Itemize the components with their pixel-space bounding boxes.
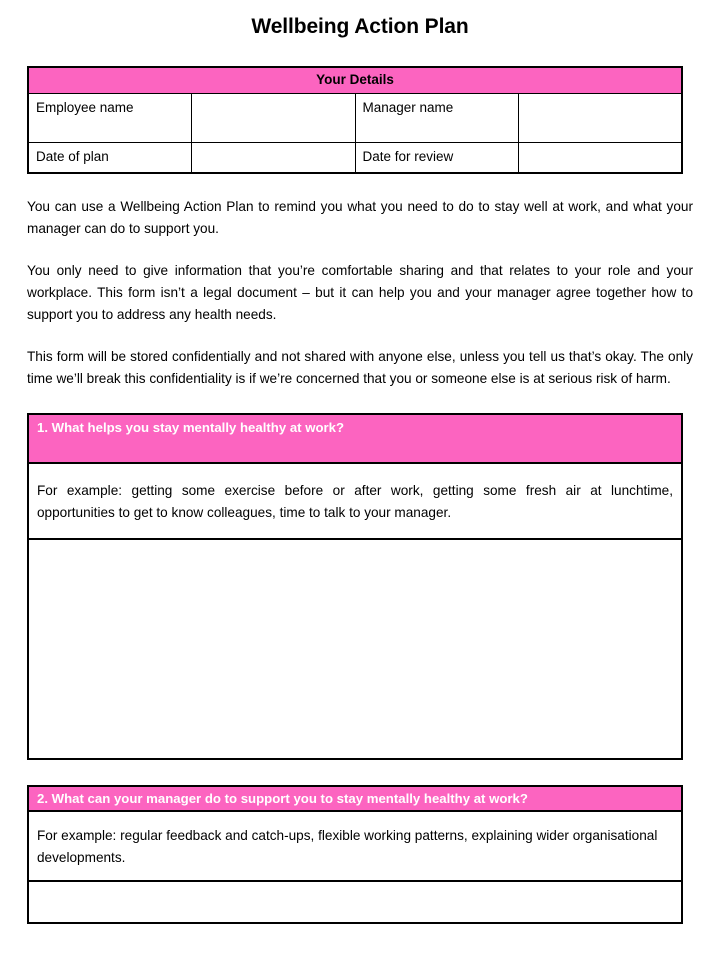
question-1-heading: 1. What helps you stay mentally healthy at work? <box>29 415 681 462</box>
employee-name-field[interactable] <box>192 94 356 143</box>
question-section-1 <box>27 413 683 760</box>
manager-name-field[interactable] <box>519 94 683 143</box>
question-2-example-text: For example: regular feedback and catch-ups, flexible working patterns, explaining wider organisational developments. <box>29 810 681 880</box>
page-title: Wellbeing Action Plan <box>251 15 469 38</box>
table-row <box>28 143 682 174</box>
table-header-row <box>28 67 682 93</box>
date-of-plan-field[interactable] <box>192 143 356 174</box>
intro-paragraph-2: You only need to give information that you’re comfortable sharing and that relates to your role and your workplace. This form isn’t a legal document – but it can help you and your manager agree together how to support you to address any health needs. <box>27 263 693 323</box>
question-1-answer-field[interactable] <box>29 538 681 758</box>
date-for-review-label: Date for review <box>355 143 519 174</box>
date-of-plan-label: Date of plan <box>28 143 192 174</box>
question-2-answer-field[interactable] <box>29 880 681 922</box>
employee-name-label: Employee name <box>28 94 192 143</box>
question-2-heading: 2. What can your manager do to support you to stay mentally healthy at work? <box>29 787 681 810</box>
manager-name-label: Manager name <box>355 94 519 143</box>
intro-paragraph-3: This form will be stored confidentially and not shared with anyone else, unless you tell us that’s okay. The only time we’ll break this confidentiality is if we’re concerned that you or someone else is at serious risk of harm. <box>27 349 693 387</box>
intro-paragraph-1: You can use a Wellbeing Action Plan to remind you what you need to do to stay well at work, and what your manager can do to support you. <box>27 199 693 237</box>
question-1-example-text: For example: getting some exercise before or after work, getting some fresh air at lunchtime, opportunities to get to know colleagues, time to talk to your manager. <box>29 462 681 538</box>
introduction-text <box>27 174 693 390</box>
your-details-header: Your Details <box>28 67 682 93</box>
your-details-table <box>27 66 683 174</box>
question-section-2 <box>27 785 683 924</box>
date-for-review-field[interactable] <box>519 143 683 174</box>
table-row <box>28 94 682 143</box>
